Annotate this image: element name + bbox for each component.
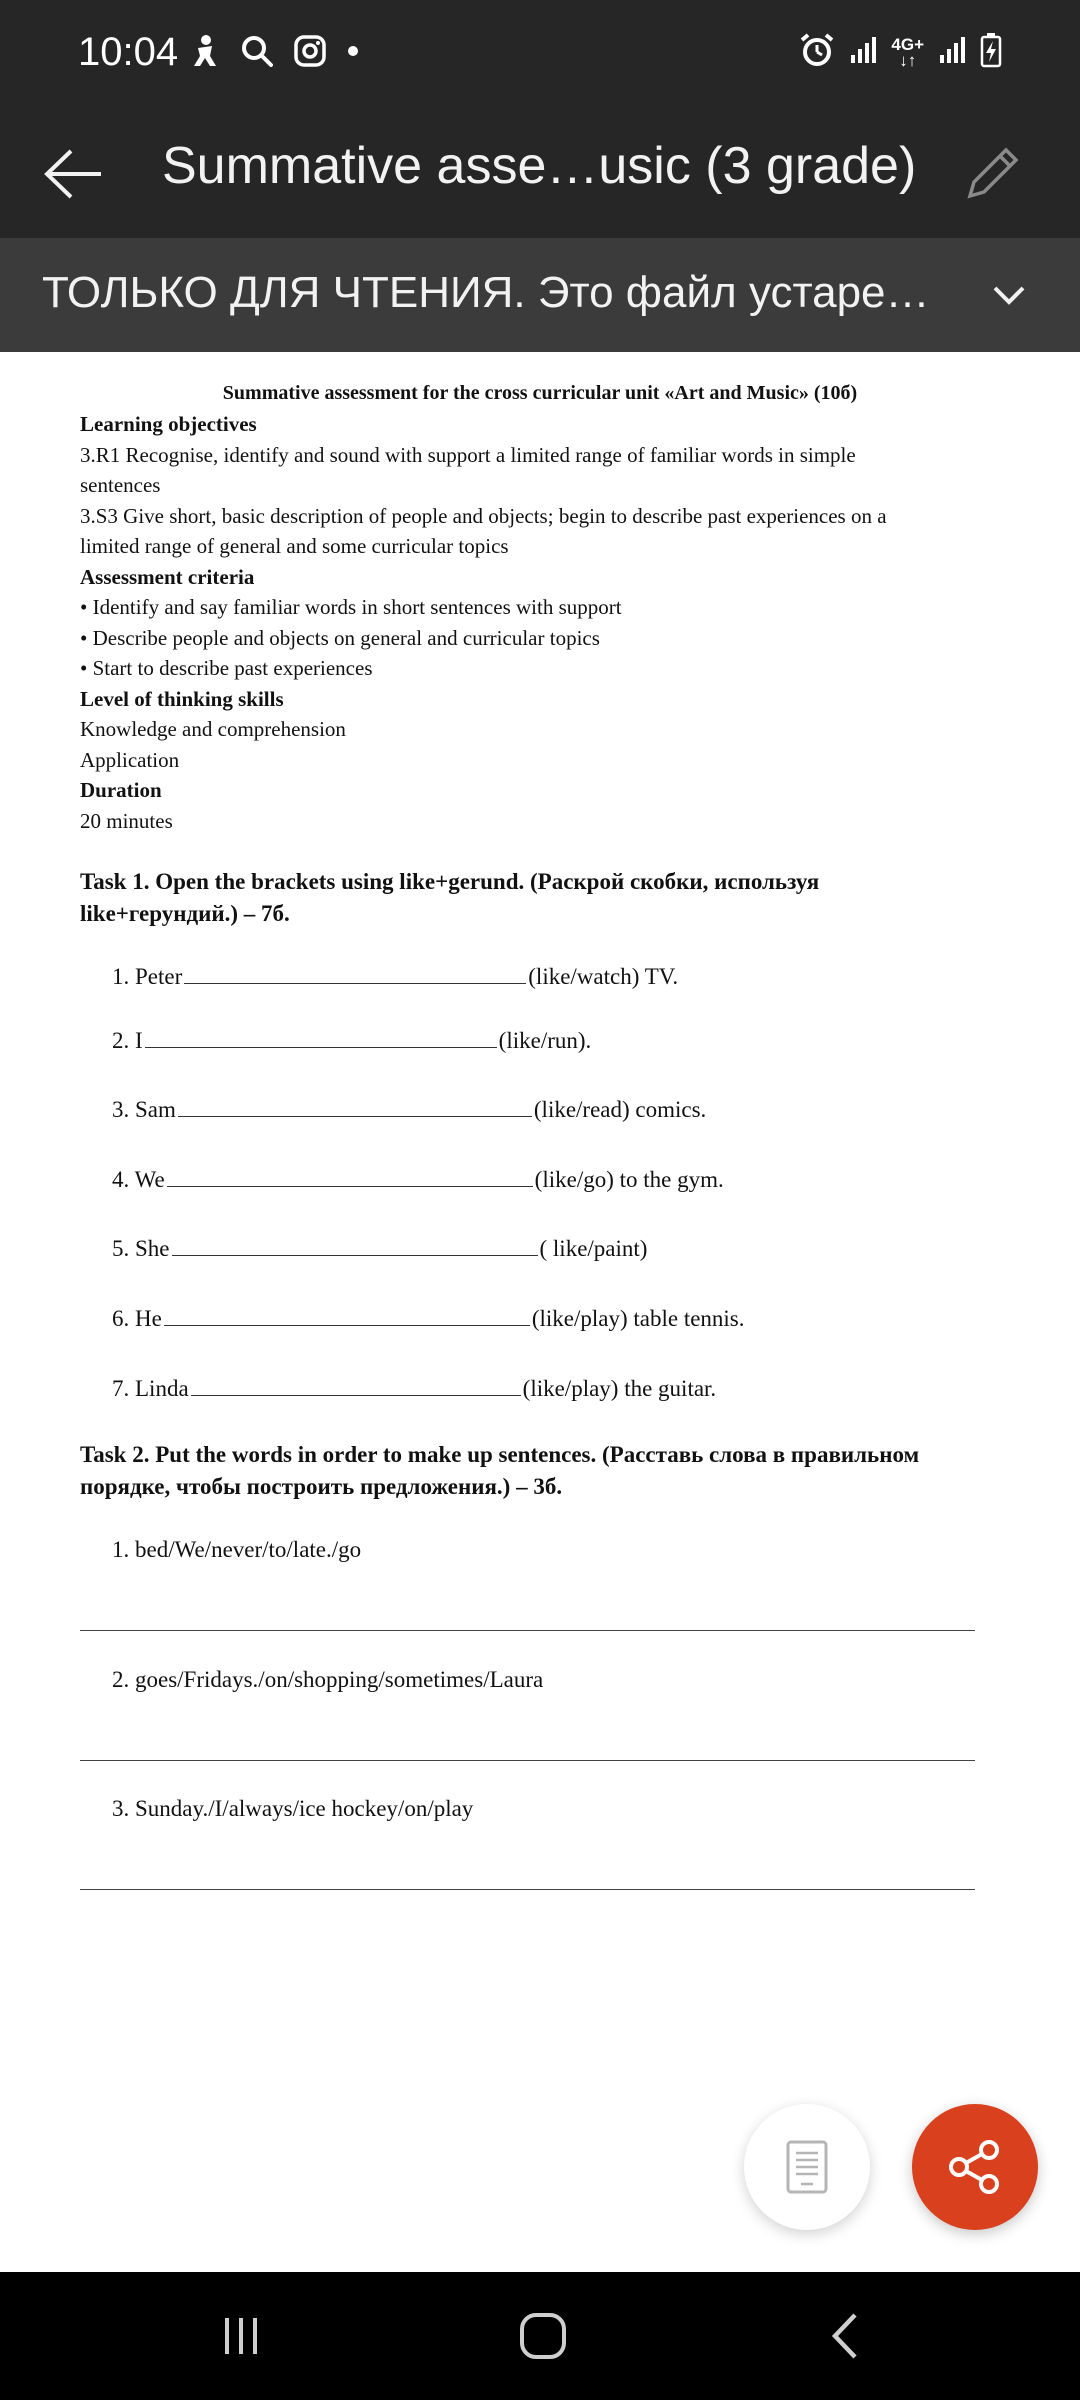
task1-title-line2: like+герундий.) – 7б. <box>80 901 290 926</box>
fill-in-blank[interactable] <box>184 964 526 984</box>
task1-item: 2. I (like/run). <box>112 1028 592 1053</box>
back-button[interactable] <box>38 134 108 214</box>
objective-line: sentences <box>80 473 161 497</box>
thinking-skills-title: Level of thinking skills <box>80 687 284 711</box>
task2-title-line1: Task 2. Put the words in order to make up sentences. (Расставь слова в правильном <box>80 1442 920 1467</box>
home-button[interactable] <box>498 2296 588 2376</box>
pencil-icon <box>962 144 1022 204</box>
thinking-skill-item: Application <box>80 748 180 772</box>
fill-in-blank[interactable] <box>164 1306 530 1326</box>
dot-icon <box>346 44 360 63</box>
document-heading: Summative assessment for the cross curricular unit «Art and Music» (10б) <box>222 382 858 404</box>
criteria-item: • Describe people and objects on general and curricular topics <box>80 626 600 650</box>
signal-icon <box>938 35 966 70</box>
reading-view-icon <box>785 2139 829 2195</box>
home-icon <box>518 2311 568 2361</box>
assessment-criteria-title: Assessment criteria <box>80 565 255 589</box>
task2-item: 1. bed/We/never/to/late./go <box>112 1537 362 1562</box>
learning-objectives-title: Learning objectives <box>80 412 257 436</box>
share-button[interactable] <box>912 2104 1038 2230</box>
battery-charging-icon <box>980 32 1002 73</box>
nav-back-button[interactable] <box>800 2296 890 2376</box>
instagram-icon <box>294 35 326 72</box>
status-time: 10:04 <box>78 30 179 74</box>
task1-title-line1: Task 1. Open the brackets using like+gerund. (Раскрой скобки, используя <box>80 869 820 894</box>
thinking-skill-item: Knowledge and comprehension <box>80 717 346 741</box>
fill-in-blank[interactable] <box>178 1097 532 1117</box>
task1-item: 5. She ( like/paint) <box>112 1236 648 1261</box>
arrow-left-icon <box>43 149 103 199</box>
fill-in-blank[interactable] <box>191 1376 521 1396</box>
status-right-icons <box>799 32 1002 73</box>
objective-line: 3.S3 Give short, basic description of people and objects; begin to describe past experiences on a <box>80 504 887 528</box>
back-icon <box>827 2311 863 2361</box>
task1-item: 1. Peter (like/watch) TV. <box>112 964 679 989</box>
document-page[interactable] <box>0 352 1080 2272</box>
task2-item: 2. goes/Fridays./on/shopping/sometimes/Laura <box>112 1667 544 1692</box>
notification-person-icon <box>190 34 220 73</box>
task1-item: 7. Linda (like/play) the guitar. <box>112 1376 717 1401</box>
alarm-icon <box>799 32 835 73</box>
objective-line: 3.R1 Recognise, identify and sound with support a limited range of familiar words in simple <box>80 443 856 467</box>
network-type-label: 4G+ ↓↑ <box>891 34 924 70</box>
answer-line[interactable] <box>80 1889 975 1890</box>
document-title: Summative asse…usic (3 grade) <box>162 137 917 195</box>
chevron-down-icon <box>992 284 1026 306</box>
task2-item: 3. Sunday./I/always/ice hockey/on/play <box>112 1796 474 1821</box>
task2-title-line2: порядке, чтобы построить предложения.) – 3б. <box>80 1474 563 1499</box>
criteria-item: • Start to describe past experiences <box>80 656 373 680</box>
readonly-banner[interactable] <box>0 238 1080 352</box>
readonly-banner-text: ТОЛЬКО ДЛЯ ЧТЕНИЯ. Это файл устаре… <box>42 268 930 317</box>
status-bar <box>0 0 1080 110</box>
task1-item: 6. He (like/play) table tennis. <box>112 1306 745 1331</box>
fill-in-blank[interactable] <box>167 1167 533 1187</box>
fill-in-blank[interactable] <box>145 1028 497 1048</box>
signal-icon <box>849 35 877 70</box>
status-left-icons <box>190 34 360 73</box>
recent-apps-icon <box>219 2314 263 2358</box>
reading-view-button[interactable] <box>744 2104 870 2230</box>
edit-button[interactable] <box>952 134 1032 214</box>
answer-line[interactable] <box>80 1760 975 1761</box>
fill-in-blank[interactable] <box>172 1236 538 1256</box>
answer-line[interactable] <box>80 1630 975 1631</box>
share-icon <box>945 2137 1005 2197</box>
criteria-item: • Identify and say familiar words in short sentences with support <box>80 595 622 619</box>
task1-item: 4. We (like/go) to the gym. <box>112 1167 724 1192</box>
app-header <box>0 110 1080 238</box>
search-icon <box>240 34 274 73</box>
duration-title: Duration <box>80 778 162 802</box>
objective-line: limited range of general and some curricular topics <box>80 534 509 558</box>
duration-value: 20 minutes <box>80 809 173 833</box>
system-nav-bar <box>0 2272 1080 2400</box>
recent-apps-button[interactable] <box>196 2296 286 2376</box>
banner-expand-button[interactable] <box>982 268 1036 322</box>
task1-item: 3. Sam (like/read) comics. <box>112 1097 707 1122</box>
